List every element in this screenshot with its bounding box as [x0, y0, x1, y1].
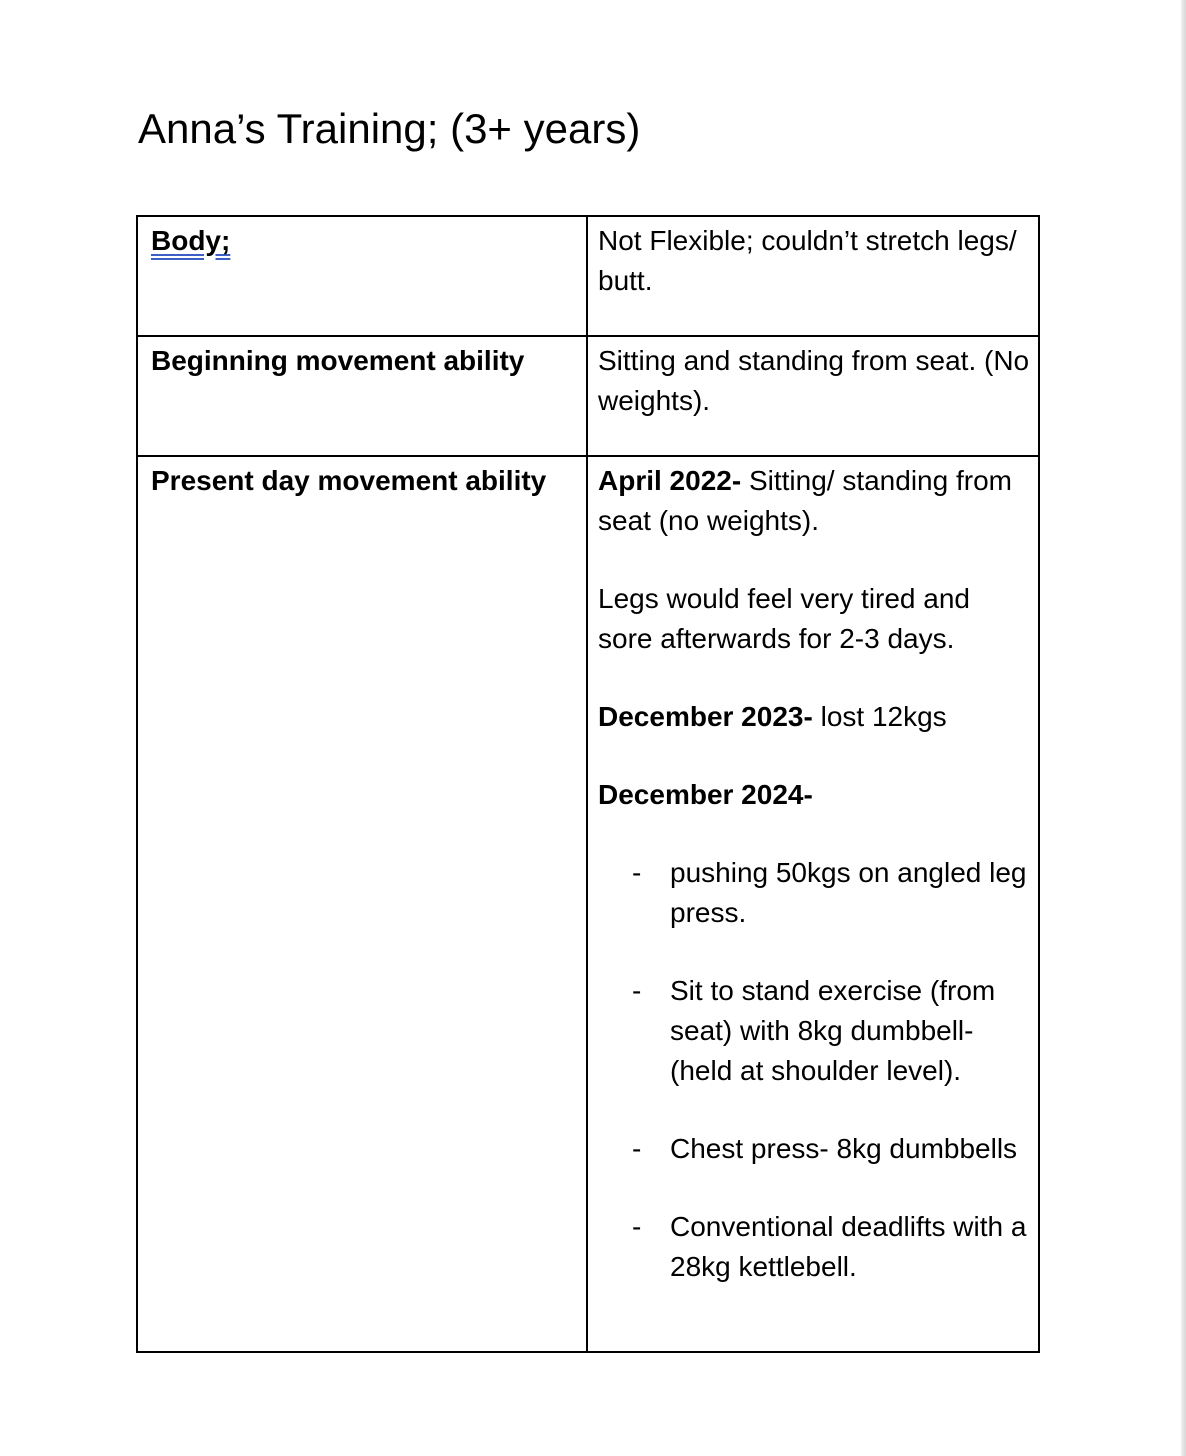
- dash-marker: -: [632, 975, 642, 1006]
- progress-entry: [598, 697, 1030, 737]
- progress-entry: [598, 775, 1030, 815]
- table-row: [137, 456, 1039, 1352]
- row-value-cell: [587, 216, 1039, 336]
- row-label-cell: [137, 216, 587, 336]
- list-item-text: pushing 50kgs on angled leg press.: [670, 857, 1027, 928]
- body-value: Not Flexible; couldn’t stretch legs/ butt.: [598, 225, 1017, 296]
- list-item-text: Sit to stand exercise (from seat) with 8kg dumbbell- (held at shoulder level).: [670, 975, 996, 1086]
- body-label: Body;: [151, 225, 231, 256]
- exercise-list: [598, 853, 1030, 1287]
- list-item-text: Conventional deadlifts with a 28kg kettlebell.: [670, 1211, 1027, 1282]
- beginning-ability-label: Beginning movement ability: [151, 345, 525, 376]
- training-table: [136, 215, 1040, 1353]
- entry-text: Legs would feel very tired and sore afterwards for 2-3 days.: [598, 583, 970, 654]
- entry-date: April 2022-: [598, 465, 742, 496]
- list-item: [598, 1207, 1030, 1287]
- entry-date: December 2023-: [598, 701, 813, 732]
- entry-text: lost 12kgs: [812, 701, 947, 732]
- entry-text: Sitting/ standing from seat (no weights).: [598, 465, 1012, 536]
- list-item: [598, 971, 1030, 1091]
- row-value-cell: [587, 456, 1039, 1352]
- dash-marker: -: [632, 1133, 642, 1164]
- progress-entry: [598, 579, 1030, 659]
- table-row: [137, 216, 1039, 336]
- present-ability-label: Present day movement ability: [151, 465, 547, 496]
- row-value-cell: [587, 336, 1039, 456]
- page-edge: [1181, 0, 1186, 1456]
- row-label-cell: [137, 336, 587, 456]
- list-item-text: Chest press- 8kg dumbbells: [670, 1133, 1018, 1164]
- beginning-ability-value: Sitting and standing from seat. (No weights).: [598, 345, 1030, 416]
- progress-entry: [598, 461, 1030, 541]
- document-title: Anna’s Training; (3+ years): [138, 105, 641, 152]
- table-row: [137, 336, 1039, 456]
- list-item: [598, 1129, 1030, 1169]
- dash-marker: -: [632, 857, 642, 888]
- entry-date: December 2024-: [598, 779, 813, 810]
- dash-marker: -: [632, 1211, 642, 1242]
- list-item: [598, 853, 1030, 933]
- row-label-cell: [137, 456, 587, 1352]
